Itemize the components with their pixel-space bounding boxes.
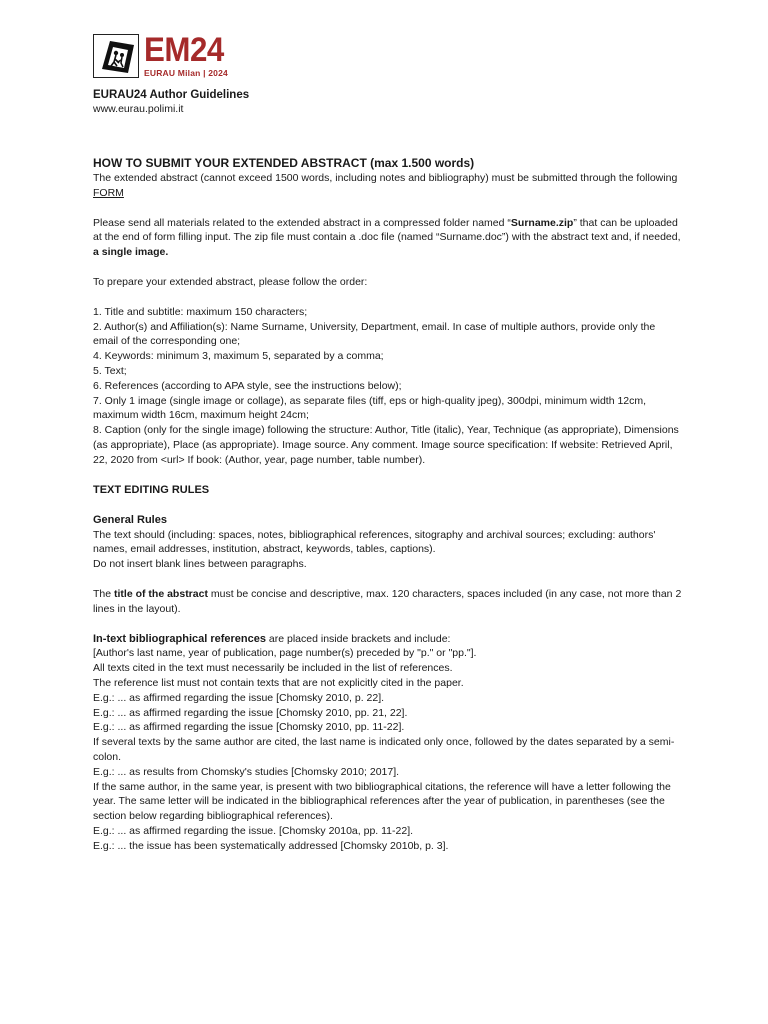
document-page xyxy=(93,31,683,853)
title-rule-post: must be concise and descriptive, max. 120 characters, spaces included (in any case, not more than 2 lines in the layout). xyxy=(93,587,682,615)
document-url[interactable]: www.eurau.polimi.it xyxy=(93,103,184,115)
list-item: 8. Caption (only for the single image) following the structure: Author, Title (italic), Year, Technique (as appropriate), Dimensions (as appropriate), Place (as appropriate). Image source. Any comment. Image source specification: If website: Retrieved April, 22, 2020 from <url> If book: (Author, year, page number, table number). xyxy=(93,424,679,466)
refs-line: E.g.: ... as affirmed regarding the issue [Chomsky 2010, pp. 11-22]. xyxy=(93,721,405,734)
refs-line: E.g.: ... the issue has been systematically addressed [Chomsky 2010b, p. 3]. xyxy=(93,839,449,852)
send-bold-2: a single image. xyxy=(93,246,169,259)
refs-line: E.g.: ... as results from Chomsky's studies [Chomsky 2010; 2017]. xyxy=(93,765,400,778)
refs-bold: In-text bibliographical references xyxy=(93,632,266,645)
subheading-general-rules: General Rules xyxy=(93,513,167,526)
section-heading-editing: TEXT EDITING RULES xyxy=(93,483,210,496)
refs-line: E.g.: ... as affirmed regarding the issue [Chomsky 2010, pp. 21, 22]. xyxy=(93,706,408,719)
form-link[interactable]: FORM xyxy=(93,186,124,199)
refs-heading-paragraph xyxy=(93,632,683,647)
title-rule-bold: title of the abstract xyxy=(114,587,208,600)
general-rules-text-2: Do not insert blank lines between paragraphs. xyxy=(93,558,307,571)
order-list xyxy=(93,305,683,468)
logo-subtitle: EURAU Milan | 2024 xyxy=(144,68,228,78)
refs-line: E.g.: ... as affirmed regarding the issue [Chomsky 2010, p. 22]. xyxy=(93,691,385,704)
intro-text: The extended abstract (cannot exceed 1500 words, including notes and bibliography) must be submitted through the following xyxy=(93,172,678,184)
order-intro: To prepare your extended abstract, please follow the order: xyxy=(93,275,368,288)
logo-wordmark: EM24 xyxy=(144,31,224,69)
refs-post: are placed inside brackets and include: xyxy=(266,632,451,645)
logo-emblem-icon xyxy=(93,34,139,78)
send-text-2: ” that can be uploaded at the end of form filling input. The zip file must contain a .doc file (named “Surname.doc”) with the abstract text and, if needed, xyxy=(93,216,681,244)
refs-line: If the same author, in the same year, is present with two bibliographical citations, the reference will have a letter following the year. The same letter will be indicated in the bibliographical references after the year of publication, in parentheses (see the section below regarding bibliographical references). xyxy=(93,780,671,823)
send-text-1: Please send all materials related to the extended abstract in a compressed folder named “ xyxy=(93,216,511,229)
intro-paragraph xyxy=(93,171,683,201)
title-rule-pre: The xyxy=(93,587,115,600)
title-rule-paragraph xyxy=(93,587,683,617)
refs-line: [Author's last name, year of publication, page number(s) preceded by "p." or "pp."]. xyxy=(93,647,477,660)
refs-line: If several texts by the same author are cited, the last name is indicated only once, followed by the dates separated by a semi-colon. xyxy=(93,736,675,763)
list-item: 5. Text; xyxy=(93,364,127,377)
list-item: 6. References (according to APA style, see the instructions below); xyxy=(93,379,402,392)
general-rules-text: The text should (including: spaces, notes, bibliographical references, sitography and archival sources; excluding: authors' names, email addresses, institution, abstract, keywords, tables, captions). xyxy=(93,528,656,556)
section-heading-submit: HOW TO SUBMIT YOUR EXTENDED ABSTRACT (max 1.500 words) xyxy=(93,156,475,170)
document-title: EURAU24 Author Guidelines xyxy=(93,89,250,101)
list-item: 4. Keywords: minimum 3, maximum 5, separated by a comma; xyxy=(93,350,384,363)
refs-line: All texts cited in the text must necessarily be included in the list of references. xyxy=(93,662,453,675)
send-bold-1: Surname.zip xyxy=(510,216,574,229)
list-item: 2. Author(s) and Affiliation(s): Name Surname, University, Department, email. In case of multiple authors, provide only the email of the corresponding one; xyxy=(93,320,656,348)
refs-line: E.g.: ... as affirmed regarding the issue. [Chomsky 2010a, pp. 11-22]. xyxy=(93,824,414,837)
list-item: 1. Title and subtitle: maximum 150 characters; xyxy=(93,305,308,318)
eurau-logo xyxy=(93,31,683,80)
refs-line: The reference list must not contain texts that are not explicitly cited in the paper. xyxy=(93,676,464,689)
send-paragraph xyxy=(93,216,683,260)
list-item: 7. Only 1 image (single image or collage), as separate files (tiff, eps or high-quality jpeg), 300dpi, minimum width 12cm, maximum width 16cm, maximum height 24cm; xyxy=(93,394,647,422)
